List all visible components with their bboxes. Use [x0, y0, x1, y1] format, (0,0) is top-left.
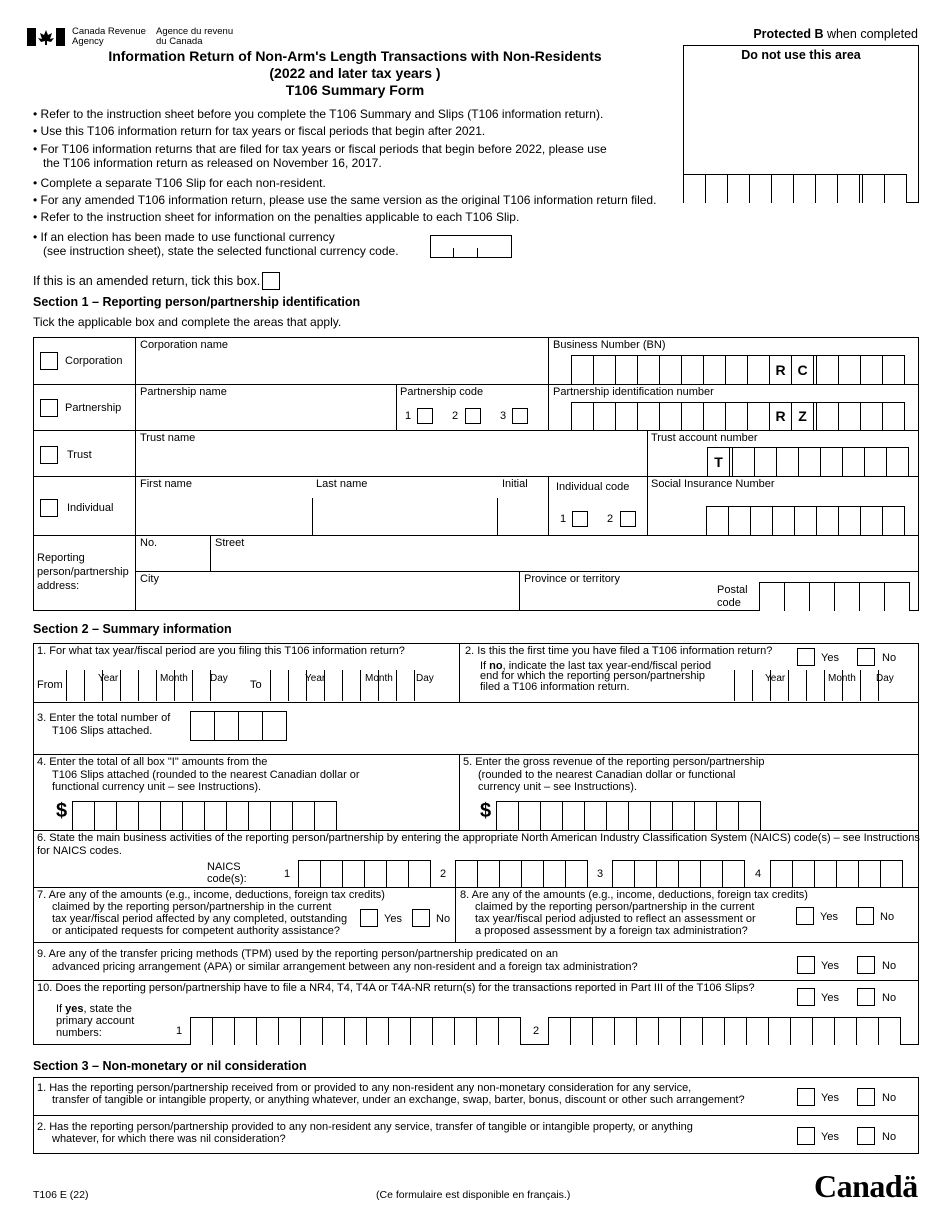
bullet-7: • If an election has been made to use functional currency	[33, 230, 335, 244]
canada-wordmark: Canadä	[814, 1168, 918, 1204]
partnership-label: Partnership	[65, 402, 122, 414]
s3-q2-no-checkbox[interactable]	[857, 1127, 875, 1145]
naics-2-label: 2	[440, 868, 447, 880]
partnership-code-3-checkbox[interactable]	[512, 408, 528, 424]
q7-no-checkbox[interactable]	[412, 909, 430, 927]
q9-label-2: advanced pricing arrangement (APA) or similar arrangement between any non-resident and a foreign tax administration?	[52, 961, 638, 973]
to-year-label: Year	[305, 673, 326, 684]
q9-no-checkbox[interactable]	[857, 956, 875, 974]
reporting-address-label: Reporting person/partnership address:	[37, 552, 129, 592]
bn-cells[interactable]	[571, 355, 905, 384]
q8-no-label: No	[880, 911, 895, 923]
first-name-label: First name	[140, 478, 192, 490]
q1-label: 1. For what tax year/fiscal period are you filing this T106 information return?	[37, 645, 405, 657]
trust-checkbox[interactable]	[40, 446, 58, 464]
initial-label: Initial	[502, 478, 528, 490]
pcode-2-label: 2	[452, 410, 459, 422]
postal-code-cells[interactable]	[759, 582, 910, 611]
account-2-cells[interactable]	[548, 1017, 901, 1045]
q9-yes-checkbox[interactable]	[797, 956, 815, 974]
form-id: T106 E (22)	[33, 1189, 89, 1201]
q8-label-3: tax year/fiscal period adjusted to reflect an assessment or	[475, 913, 756, 925]
q8-label-4: a proposed assessment by a foreign tax administration?	[475, 925, 748, 937]
bullet-2: • Use this T106 information return for tax years or fiscal periods that begin after 2021.	[33, 124, 486, 138]
q6-label-1: 6. State the main business activities of the reporting person/partnership by entering the appropriate North American Industry Classification System (NAICS) code(s) – see Instructions	[37, 832, 920, 844]
q10-if-yes: If yes, state the	[56, 1003, 132, 1015]
q7-label-4: or anticipated requests for competent authority assistance?	[52, 925, 340, 937]
trust-t: T	[708, 448, 730, 476]
corporation-checkbox[interactable]	[40, 352, 58, 370]
q5-label-2: (rounded to the nearest Canadian dollar or functional	[478, 769, 736, 781]
q3-label-1: 3. Enter the total number of	[37, 712, 171, 724]
q4-amount-cells[interactable]	[72, 801, 337, 830]
naics-4-cells[interactable]	[770, 860, 903, 887]
q4-dollar-icon: $	[56, 800, 68, 822]
pcode-1-label: 1	[405, 410, 412, 422]
agency-name-fr: Agence du revenu du Canada	[156, 26, 234, 47]
functional-currency-code-field[interactable]	[430, 235, 512, 258]
naics-1-cells[interactable]	[298, 860, 431, 887]
q2-yes-label: Yes	[821, 652, 839, 664]
s3-q2-label-2: whatever, for which there was nil consideration?	[52, 1133, 286, 1145]
q7-yes-checkbox[interactable]	[360, 909, 378, 927]
q10-yes-checkbox[interactable]	[797, 988, 815, 1006]
q10-no-checkbox[interactable]	[857, 988, 875, 1006]
q4-label-1: 4. Enter the total of all box "I" amounts from the	[37, 756, 268, 768]
form-title-line3: T106 Summary Form	[285, 82, 425, 98]
q2-date-field[interactable]	[734, 670, 918, 701]
q7-label-3: tax year/fiscal period affected by any completed, outstanding	[52, 913, 348, 925]
q2-day-label: Day	[876, 673, 894, 684]
amended-label: If this is an amended return, tick this box.	[33, 274, 261, 288]
q4-label-2: T106 Slips attached (rounded to the nearest Canadian dollar or	[52, 769, 360, 781]
no-label: No.	[140, 537, 158, 549]
bn-c: C	[792, 356, 814, 384]
s3-q2-no-label: No	[882, 1131, 897, 1143]
individual-code-2-checkbox[interactable]	[620, 511, 636, 527]
naics-4-label: 4	[755, 868, 762, 880]
q7-yes-label: Yes	[384, 913, 402, 925]
q5-label-3: currency unit – see Instructions).	[478, 781, 637, 793]
individual-label: Individual	[67, 502, 114, 514]
q2-sub2: end for which the reporting person/partnership	[480, 670, 706, 682]
s3-q1-no-checkbox[interactable]	[857, 1088, 875, 1106]
s3-q1-label-2: transfer of tangible or intangible property, or anything whatever, under an exchange, swap, barter, bonus, discount or other such arrangement?	[52, 1094, 745, 1106]
q7-label-2: claimed by the reporting person/partnership in the current	[52, 901, 332, 913]
section2-title: Section 2 – Summary information	[33, 622, 232, 636]
trust-label: Trust	[67, 449, 92, 461]
french-availability: (Ce formulaire est disponible en français.)	[376, 1189, 571, 1201]
pin-label: Partnership identification number	[553, 386, 714, 398]
q2-month-label: Month	[828, 673, 856, 684]
trust-account-label: Trust account number	[651, 432, 758, 444]
q2-sub1: If no, indicate the last tax year-end/fiscal period	[480, 660, 712, 672]
last-name-label: Last name	[316, 478, 368, 490]
partnership-checkbox[interactable]	[40, 399, 58, 417]
section1-subtitle: Tick the applicable box and complete the areas that apply.	[33, 315, 342, 329]
account-2-label: 2	[533, 1025, 540, 1037]
s3-q2-label-1: 2. Has the reporting person/partnership provided to any non-resident any service, transfer of tangible or intangible property, or anything	[37, 1121, 693, 1133]
form-title-line1: Information Return of Non-Arm's Length Transactions with Non-Residents	[108, 48, 602, 64]
s3-q2-yes-checkbox[interactable]	[797, 1127, 815, 1145]
bullet-3-cont: the T106 information return as released on November 16, 2017.	[43, 156, 382, 170]
q9-yes-label: Yes	[821, 960, 839, 972]
canada-flag-icon	[27, 28, 65, 46]
q3-label-2: T106 Slips attached.	[52, 725, 153, 737]
bullet-5: • For any amended T106 information return, please use the same version as the original T106 information return filed.	[33, 193, 657, 207]
office-use-cells	[683, 174, 907, 203]
q9-no-label: No	[882, 960, 897, 972]
section3-title: Section 3 – Non-monetary or nil consideration	[33, 1059, 307, 1073]
s3-q2-yes-label: Yes	[821, 1131, 839, 1143]
bn-label: Business Number (BN)	[553, 339, 666, 351]
to-date-field[interactable]	[270, 670, 454, 701]
q2-label: 2. Is this the first time you have filed a T106 information return?	[465, 645, 773, 657]
to-day-label: Day	[416, 673, 434, 684]
sin-cells[interactable]	[706, 506, 905, 535]
naics-1-label: 1	[284, 868, 291, 880]
naics-3-label: 3	[597, 868, 604, 880]
agency-name-en: Canada Revenue Agency	[72, 26, 146, 47]
account-1-cells[interactable]	[190, 1017, 521, 1045]
postal-code-label: Postal code	[717, 584, 748, 609]
to-label: To	[250, 679, 262, 691]
q7-label-1: 7. Are any of the amounts (e.g., income, deductions, foreign tax credits)	[37, 889, 385, 901]
from-month-label: Month	[160, 673, 188, 684]
s3-q1-yes-label: Yes	[821, 1092, 839, 1104]
s3-q1-yes-checkbox[interactable]	[797, 1088, 815, 1106]
naics-2-cells[interactable]	[455, 860, 588, 887]
individual-code-label: Individual code	[556, 481, 630, 493]
bullet-3: • For T106 information returns that are filed for tax years or fiscal periods that begin before 2022, please use	[33, 142, 607, 156]
q2-sub3: filed a T106 information return.	[480, 681, 630, 693]
do-not-use-label: Do not use this area	[741, 48, 861, 62]
form-title-line2: (2022 and later tax years )	[269, 65, 441, 81]
q4-label-3: functional currency unit – see Instructions).	[52, 781, 262, 793]
bullet-4: • Complete a separate T106 Slip for each non-resident.	[33, 176, 326, 190]
protected-b-label: Protected B when completed	[753, 27, 918, 41]
q2-yes-checkbox[interactable]	[797, 648, 815, 666]
trust-account-cells[interactable]	[707, 447, 909, 476]
partnership-code-1-checkbox[interactable]	[417, 408, 433, 424]
bn-r: R	[770, 356, 792, 384]
q7-no-label: No	[436, 913, 451, 925]
q8-yes-checkbox[interactable]	[796, 907, 814, 925]
q8-label-2: claimed by the reporting person/partnership in the current	[475, 901, 755, 913]
city-label: City	[140, 573, 159, 585]
trust-name-label: Trust name	[140, 432, 196, 444]
q8-yes-label: Yes	[820, 911, 838, 923]
bullet-6: • Refer to the instruction sheet for information on the penalties applicable to each T106 Slip.	[33, 210, 520, 224]
q8-label-1: 8. Are any of the amounts (e.g., income, deductions, foreign tax credits)	[460, 889, 808, 901]
q2-no-checkbox[interactable]	[857, 648, 875, 666]
q3-slip-count-cells[interactable]	[190, 711, 287, 741]
individual-code-1-checkbox[interactable]	[572, 511, 588, 527]
to-month-label: Month	[365, 673, 393, 684]
naics-3-cells[interactable]	[612, 860, 745, 887]
partnership-name-label: Partnership name	[140, 386, 227, 398]
q5-dollar-icon: $	[480, 800, 492, 822]
from-year-label: Year	[98, 673, 119, 684]
individual-checkbox[interactable]	[40, 499, 58, 517]
bullet-1: • Refer to the instruction sheet before you complete the T106 Summary and Slips (T106 information return).	[33, 107, 604, 121]
corporation-label: Corporation	[65, 355, 123, 367]
pin-r: R	[770, 403, 792, 430]
account-1-label: 1	[176, 1025, 183, 1037]
pin-cells[interactable]	[571, 402, 905, 430]
q2-year-label: Year	[765, 673, 786, 684]
partnership-code-label: Partnership code	[400, 386, 484, 398]
q5-label-1: 5. Enter the gross revenue of the reporting person/partnership	[463, 756, 765, 768]
pcode-3-label: 3	[500, 410, 507, 422]
q9-label-1: 9. Are any of the transfer pricing methods (TPM) used by the reporting person/partnership predicated on an	[37, 948, 558, 960]
do-not-use-area	[683, 45, 919, 203]
naics-label: NAICS code(s):	[207, 861, 247, 885]
s3-q1-no-label: No	[882, 1092, 897, 1104]
q10-label: 10. Does the reporting person/partnership have to file a NR4, T4, T4A or T4A-NR return(s) for the transactions reported in Part III of the T106 Slips?	[37, 982, 755, 994]
q10-no-label: No	[882, 992, 897, 1004]
province-label: Province or territory	[524, 573, 620, 585]
amended-checkbox[interactable]	[262, 272, 280, 290]
bullet-7-cont: (see instruction sheet), state the selected functional currency code.	[43, 244, 399, 258]
s3-q1-label-1: 1. Has the reporting person/partnership received from or provided to any non-resident any non-monetary consideration for any service,	[37, 1082, 692, 1094]
pin-z: Z	[792, 403, 814, 430]
from-day-label: Day	[210, 673, 228, 684]
corporation-name-label: Corporation name	[140, 339, 229, 351]
street-label: Street	[215, 537, 245, 549]
q2-no-label: No	[882, 652, 897, 664]
section1-title: Section 1 – Reporting person/partnership identification	[33, 295, 361, 309]
icode-1-label: 1	[560, 513, 567, 525]
partnership-code-2-checkbox[interactable]	[465, 408, 481, 424]
q10-yes-label: Yes	[821, 992, 839, 1004]
q6-label-2: for NAICS codes.	[37, 845, 122, 857]
icode-2-label: 2	[607, 513, 614, 525]
q8-no-checkbox[interactable]	[856, 907, 874, 925]
sin-label: Social Insurance Number	[651, 478, 775, 490]
from-date-field[interactable]	[66, 670, 246, 701]
from-label: From	[37, 679, 63, 691]
q5-amount-cells[interactable]	[496, 801, 761, 830]
q10-primary-label: primary account numbers:	[56, 1015, 135, 1039]
